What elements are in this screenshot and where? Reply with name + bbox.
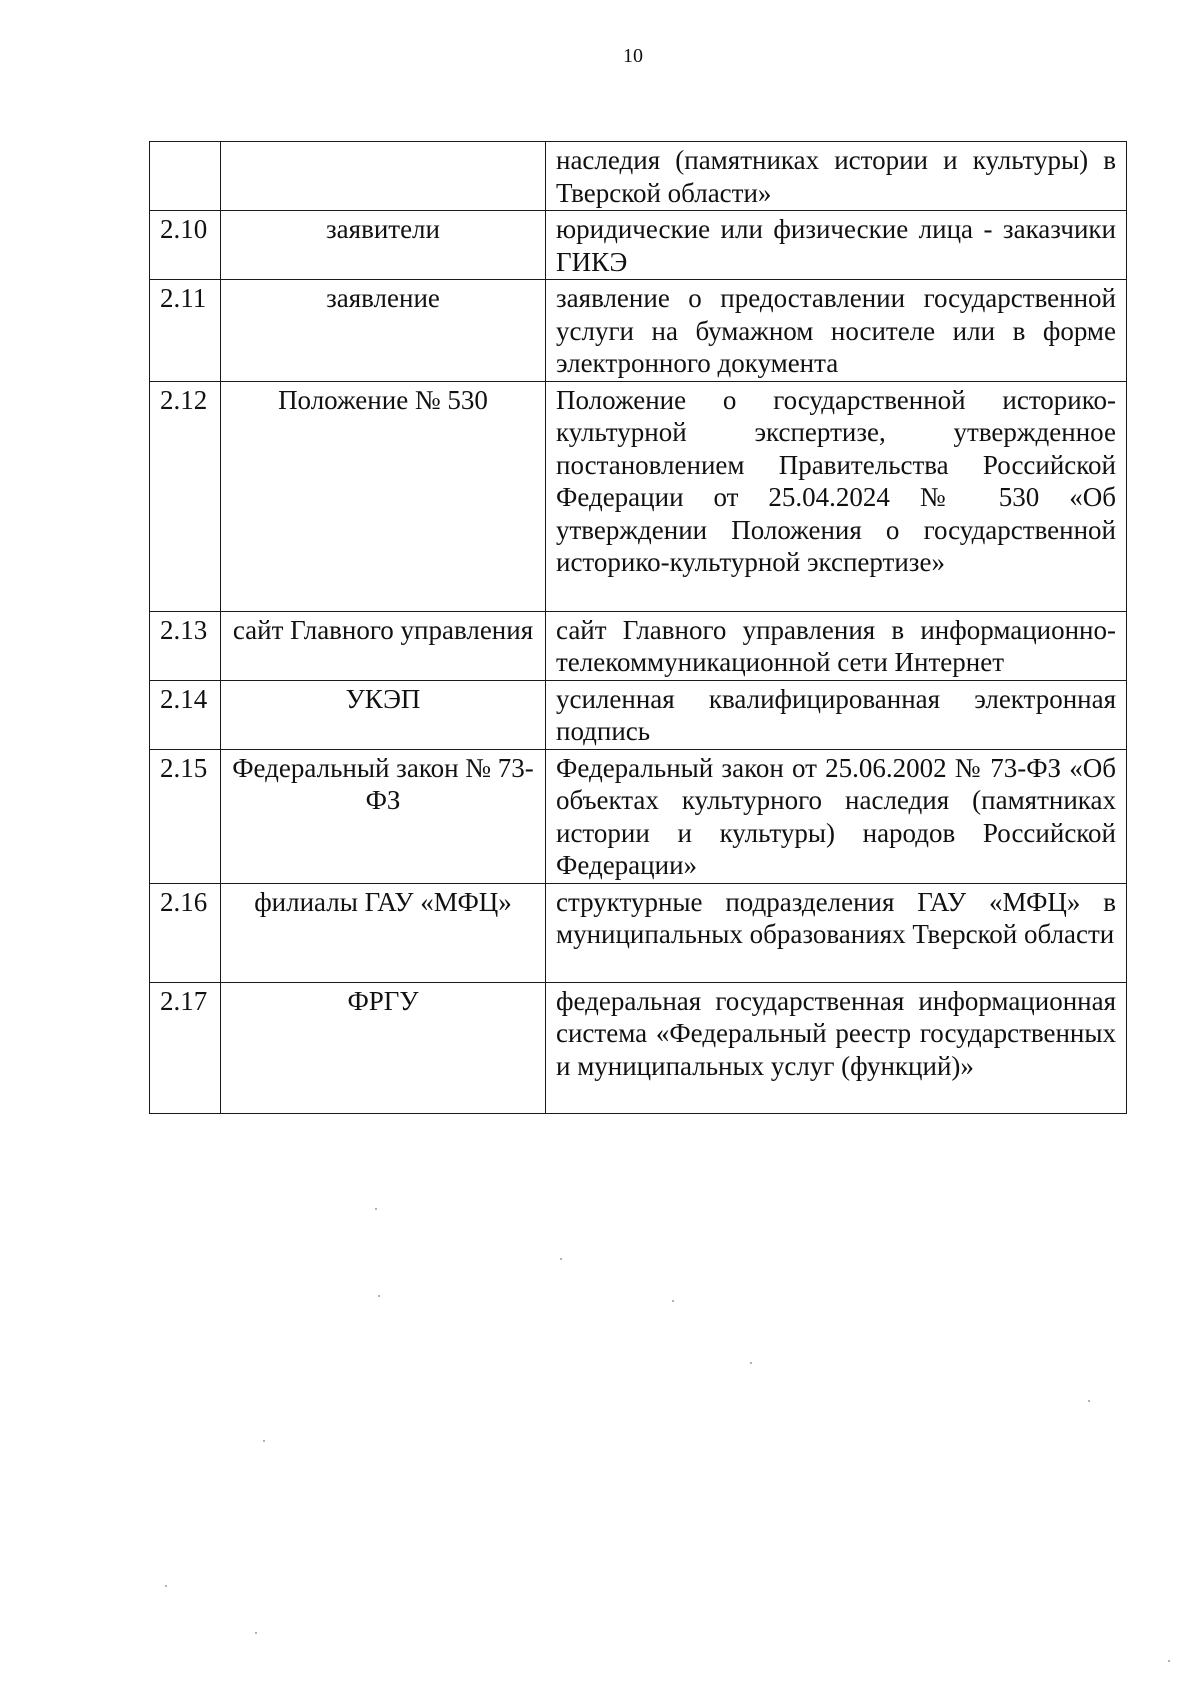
- definition-cell: сайт Главного управления в информационно-телекоммуникационной сети Интернет: [546, 611, 1127, 680]
- row-number: 2.16: [150, 883, 221, 982]
- scan-speck: [672, 1300, 674, 1302]
- table-row: [150, 749, 1127, 883]
- page-number: 10: [623, 45, 643, 67]
- term-cell: заявление: [221, 280, 546, 382]
- term-cell: УКЭП: [221, 680, 546, 749]
- row-number: 2.17: [150, 982, 221, 1113]
- row-number: [150, 142, 221, 211]
- table-row: [150, 381, 1127, 611]
- table-row: [150, 142, 1127, 211]
- table-row: [150, 280, 1127, 382]
- table-row: [150, 611, 1127, 680]
- row-number: 2.11: [150, 280, 221, 382]
- row-number: 2.13: [150, 611, 221, 680]
- term-cell: [221, 142, 546, 211]
- scan-speck: [1088, 1400, 1090, 1402]
- row-number: 2.14: [150, 680, 221, 749]
- scan-speck: [750, 1362, 752, 1364]
- definition-cell: юридические или физические лица - заказчики ГИКЭ: [546, 211, 1127, 280]
- term-cell: Федеральный закон № 73-ФЗ: [221, 749, 546, 883]
- definition-cell: федеральная государственная информационная система «Федеральный реестр государственных и муниципальных услуг (функций)»: [546, 982, 1127, 1113]
- definitions-table: [149, 141, 1127, 1114]
- scan-speck: [263, 1440, 265, 1442]
- table-row: [150, 883, 1127, 982]
- scan-speck: [165, 1585, 167, 1587]
- definition-cell: наследия (памятниках истории и культуры) в Тверской области»: [546, 142, 1127, 211]
- row-number: 2.10: [150, 211, 221, 280]
- scan-speck: [375, 1208, 377, 1210]
- table-row: [150, 982, 1127, 1113]
- table-row: [150, 211, 1127, 280]
- scan-speck: [255, 1632, 257, 1634]
- scan-speck: [560, 1258, 562, 1260]
- definition-cell: заявление о предоставлении государственной услуги на бумажном носителе или в форме электронного документа: [546, 280, 1127, 382]
- term-cell: ФРГУ: [221, 982, 546, 1113]
- term-cell: Положение № 530: [221, 381, 546, 611]
- scan-speck: [1168, 1660, 1170, 1662]
- term-cell: заявители: [221, 211, 546, 280]
- row-number: 2.15: [150, 749, 221, 883]
- term-cell: филиалы ГАУ «МФЦ»: [221, 883, 546, 982]
- definition-cell: усиленная квалифицированная электронная подпись: [546, 680, 1127, 749]
- definition-cell: Положение о государственной историко-культурной экспертизе, утвержденное постановлением Правительства Российской Федерации от 25.04.2024 № 530 «Об утверждении Положения о государственной историко-культурной экспертизе»: [546, 381, 1127, 611]
- definition-cell: структурные подразделения ГАУ «МФЦ» в муниципальных образованиях Тверской области: [546, 883, 1127, 982]
- table-row: [150, 680, 1127, 749]
- term-cell: сайт Главного управления: [221, 611, 546, 680]
- row-number: 2.12: [150, 381, 221, 611]
- scan-speck: [378, 1295, 380, 1297]
- definition-cell: Федеральный закон от 25.06.2002 № 73-ФЗ «Об объектах культурного наследия (памятниках истории и культуры) народов Российской Федерации»: [546, 749, 1127, 883]
